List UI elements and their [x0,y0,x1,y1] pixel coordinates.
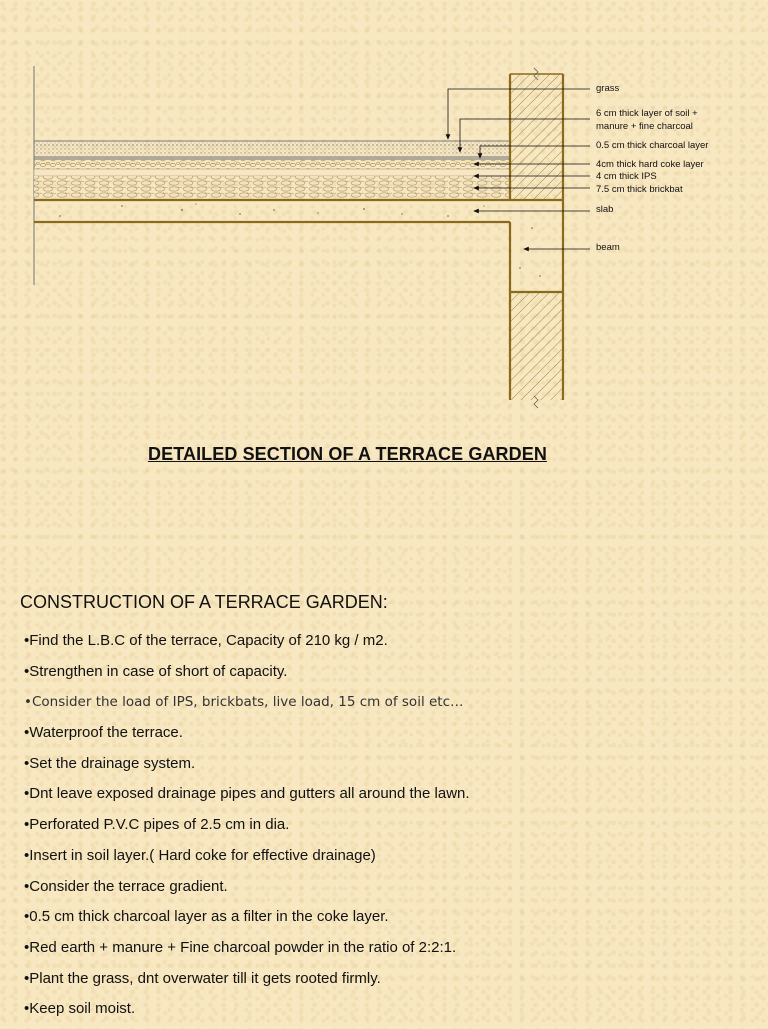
ips-layer [34,169,510,176]
label-soil-line1: 6 cm thick layer of soil + [596,108,698,119]
beam [510,200,563,292]
list-item: •Set the drainage system. [24,754,196,772]
terrace-section-diagram [0,0,768,430]
soil-layer [34,147,510,156]
list-item: •0.5 cm thick charcoal layer as a filter in the coke layer. [24,908,389,926]
list-item: •Waterproof the terrace. [24,724,183,742]
label-slab: slab [596,204,614,215]
list-item: •Consider the terrace gradient. [24,877,228,895]
label-beam: beam [596,242,620,253]
label-grass: grass [596,83,620,94]
list-item: •Find the L.B.C of the terrace, Capacity of 210 kg / m2. [24,632,388,649]
list-item: •Dnt leave exposed drainage pipes and gutters all around the lawn. [24,785,470,803]
slab-aggregate [59,203,485,217]
list-item: •Strengthen in case of short of capacity. [24,662,288,680]
construction-steps-list [24,630,470,1029]
label-brickbat: 7.5 cm thick brickbat [596,184,683,195]
label-ips: 4 cm thick IPS [596,171,657,182]
diagram-title: DETAILED SECTION OF A TERRACE GARDEN [148,444,547,464]
wall-lower [510,292,563,408]
grass-layer [34,141,510,147]
brickbat-layer [34,176,510,198]
list-item: •Red earth + manure + Fine charcoal powder in the ratio of 2:2:1. [24,938,457,956]
list-item: •Insert in soil layer.( Hard coke for effective drainage) [24,846,376,864]
list-item: •Consider the load of IPS, brickbats, live load, 15 cm of soil etc… [24,694,464,711]
list-item: •Plant the grass, dnt overwater till it gets rooted firmly. [24,969,381,987]
label-charcoal: 0.5 cm thick charcoal layer [596,140,709,151]
coke-layer [34,160,510,169]
charcoal-layer [34,156,510,160]
construction-heading: CONSTRUCTION OF A TERRACE GARDEN: [20,592,388,612]
wall-upper [510,68,563,200]
list-item: •Perforated P.V.C pipes of 2.5 cm in dia. [24,816,290,834]
list-item: •Keep soil moist. [24,1000,136,1018]
label-coke: 4cm thick hard coke layer [596,159,704,170]
label-soil-line2: manure + fine charcoal [596,121,693,132]
